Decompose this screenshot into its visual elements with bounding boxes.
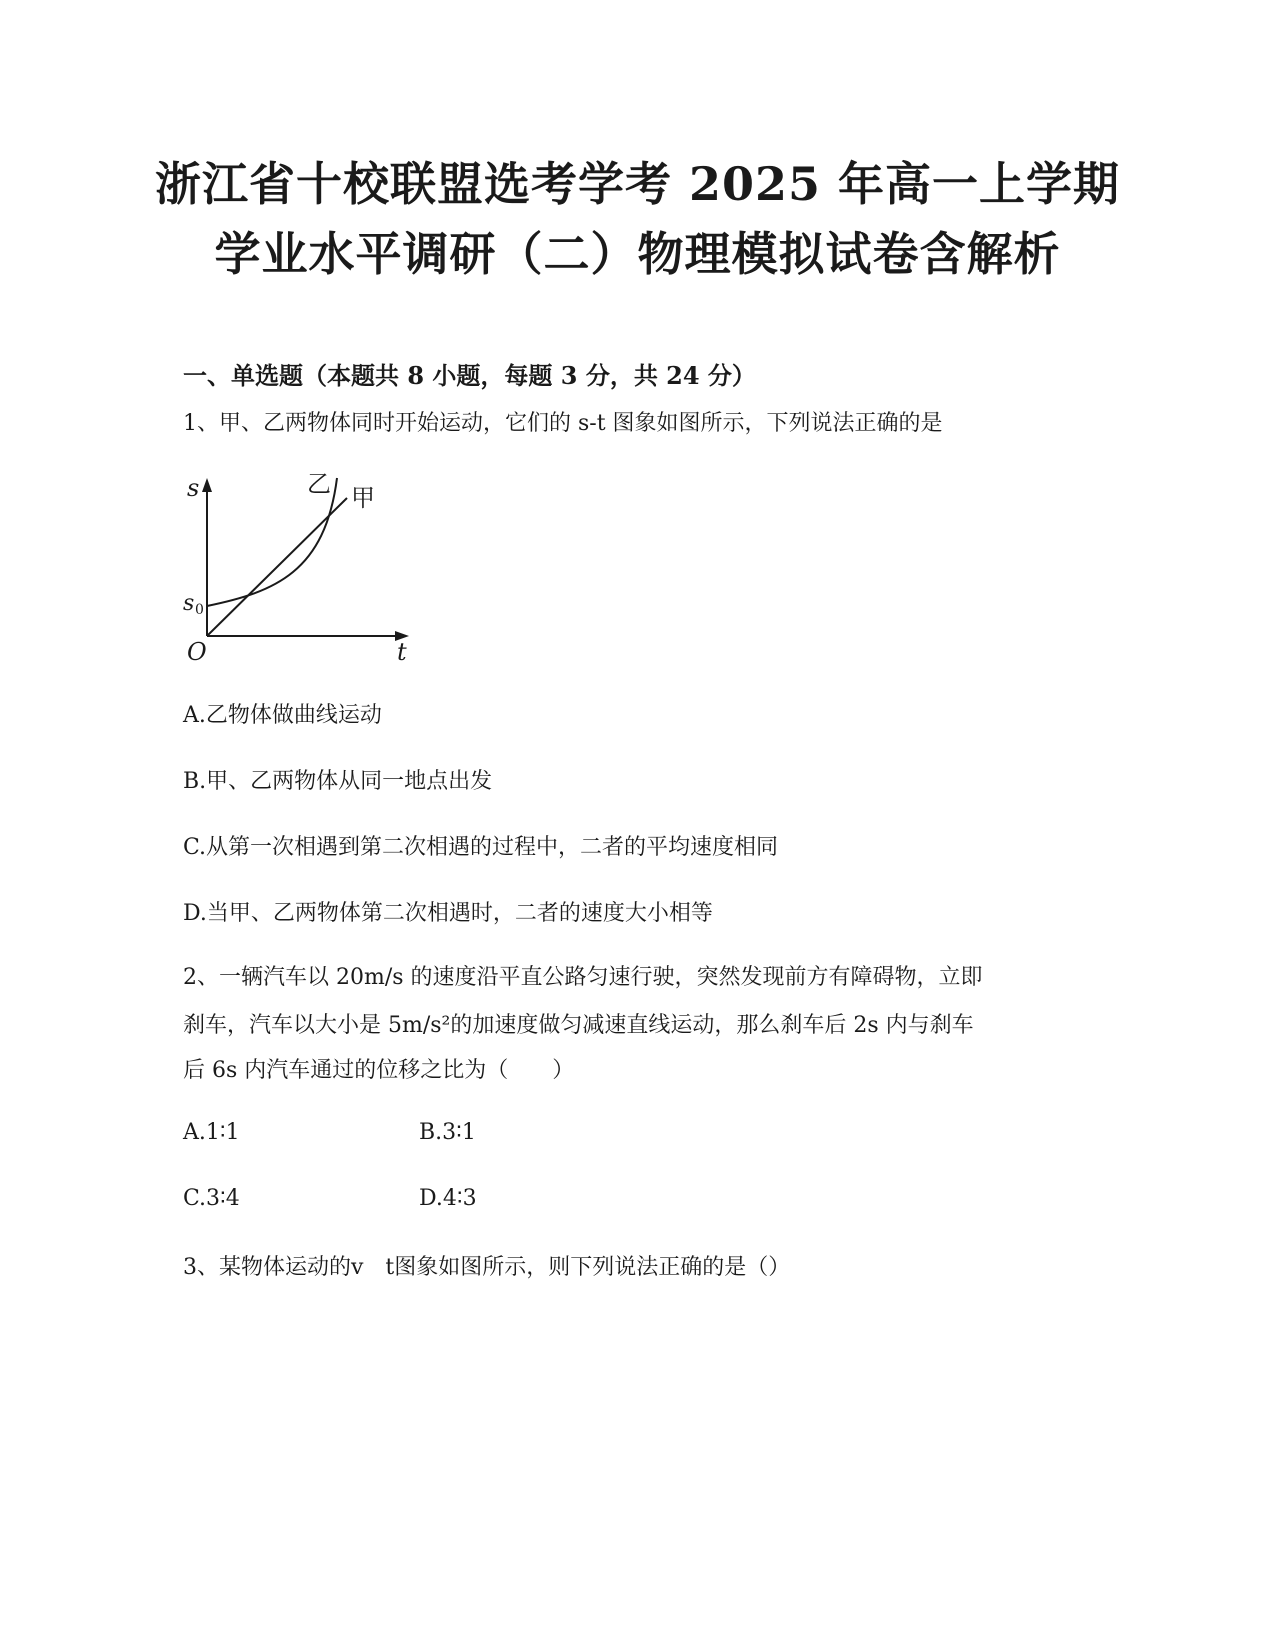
question-2-option-c: C.3∶4	[183, 1186, 240, 1211]
s0-label: s	[183, 591, 195, 616]
origin-label: O	[187, 638, 207, 666]
question-3-stem: 3、某物体运动的v t图象如图所示，则下列说法正确的是（）	[183, 1255, 791, 1280]
line-jia	[207, 498, 347, 636]
question-2-option-b: B.3∶1	[419, 1120, 476, 1145]
line-jia-label: 甲	[351, 484, 375, 512]
question-1-option-a: A.乙物体做曲线运动	[183, 703, 382, 728]
question-1-option-b: B.甲、乙两物体从同一地点出发	[183, 769, 493, 794]
curve-yi-label: 乙	[307, 470, 331, 498]
x-axis-label: t	[397, 638, 407, 666]
question-1-stem: 1、甲、乙两物体同时开始运动，它们的 s-t 图象如图所示，下列说法正确的是	[183, 411, 943, 436]
question-1-option-d: D.当甲、乙两物体第二次相遇时，二者的速度大小相等	[183, 901, 713, 926]
question-2-option-d: D.4∶3	[419, 1186, 477, 1211]
y-axis-label: s	[187, 474, 200, 502]
s0-subscript: 0	[195, 602, 204, 618]
y-axis-arrow	[202, 478, 212, 492]
question-2-stem-line-3: 后 6s 内汽车通过的位移之比为（ ）	[183, 1058, 575, 1083]
document-title-line-2: 学业水平调研（二）物理模拟试卷含解析	[214, 227, 1061, 281]
question-1-option-c: C.从第一次相遇到第二次相遇的过程中，二者的平均速度相同	[183, 835, 779, 860]
st-graph	[175, 468, 425, 668]
question-2-option-a: A.1∶1	[183, 1120, 240, 1145]
document-title-line-1: 浙江省十校联盟选考学考 2025 年高一上学期	[154, 157, 1121, 211]
question-2-stem-line-1: 2、一辆汽车以 20m/s 的速度沿平直公路匀速行驶，突然发现前方有障碍物，立即	[183, 965, 983, 990]
question-2-stem-line-2: 刹车，汽车以大小是 5m/s²的加速度做匀减速直线运动，那么刹车后 2s 内与刹车	[183, 1013, 974, 1038]
section-heading: 一、单选题（本题共 8 小题，每题 3 分，共 24 分）	[183, 361, 756, 390]
